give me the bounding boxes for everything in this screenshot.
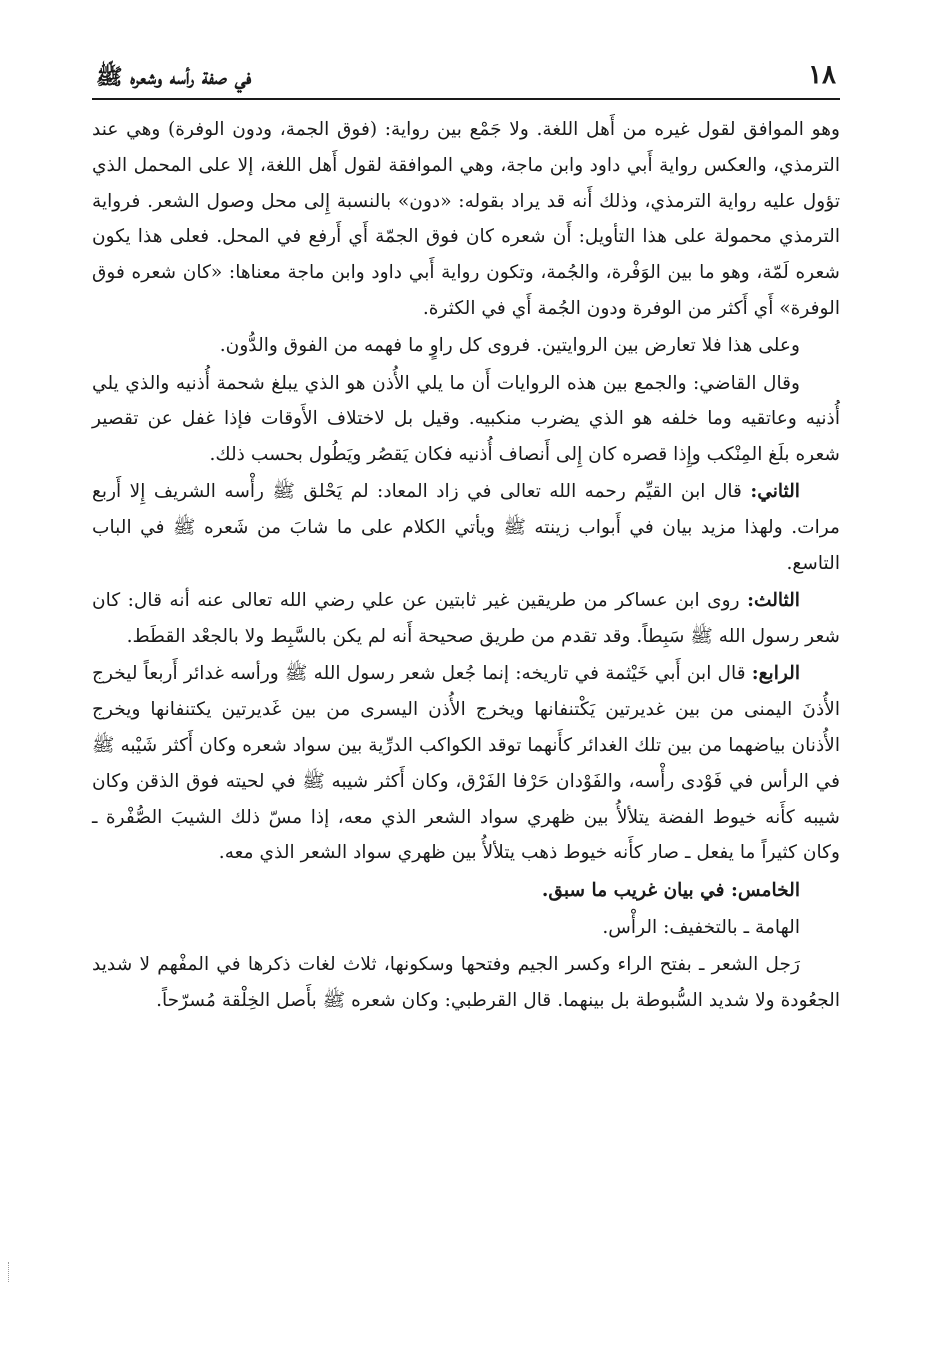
paragraph-lead: الثاني: — [750, 481, 800, 503]
page-header — [92, 52, 840, 88]
paragraph-no-contradiction — [92, 328, 840, 364]
book-page — [92, 52, 840, 1020]
paragraph-text: قال ابن أَبي خَيْثمة في تاريخه: إنما جُعل شعر رسول الله ﷺ ورأسه غدائر أَربعاً ليخرج الأُذنَ اليمنى من بين غديرتين يَكْتنفانها ويخرج الأُذن اليسرى من بين غَديرتين يكتنفانها ويخرج الأُذنان بياضهما من بين تلك الغدائر كأَنهما توقد الكواكب الدرِّية بين سواد شعره وكان أَكثر شَيْبه ﷺ في الرأس في فَوْدى رأْسه، والفَوْدان حَرْفا الفَرْق، وكان أَكثر شيبه ﷺ في لحيته فوق الذقن وكان شيبه كأَنه خيوط الفضة يتلألأُ بين ظهري سواد الشعر الذي معه، إذا مسّ ذلك الشيبَ الصُّفْرة ـ وكان كثيراً ما يفعل ـ صار كأَنه خيوط ذهب يتلألأُ بين ظهري سواد الشعر الذي معه. — [92, 663, 840, 864]
paragraph-text: روى ابن عساكر من طريقين غير ثابتين عن علي رضي الله تعالى عنه أنه قال: كان شعر رسول الله ﷺ سَبِطاً. وقد تقدم من طريق صحيحة أَنه لم يكن بالسَّبِط ولا بالجعْد القطَط. — [92, 590, 840, 648]
paragraph-second — [92, 474, 840, 581]
scan-edge-mark — [8, 1262, 13, 1282]
glossary-entry — [92, 910, 840, 946]
paragraph-lead: الثالث: — [747, 590, 800, 612]
body-text — [92, 112, 840, 1019]
glossary-text: رَجل الشعر ـ بفتح الراء وكسر الجيم وفتحها وسكونها، ثلاث لغات ذكرها في المفْهم لا شديد الجعُودة ولا شديد السُّبوطة بل بينهما. قال القرطبي: وكان شعره ﷺ بأَصل الخِلْقة مُسرّحاً. — [92, 954, 840, 1012]
paragraph-opening — [92, 112, 840, 327]
paragraph-text: وعلى هذا فلا تعارض بين الروايتين. فروى كل راوٍ ما فهمه من الفوق والدُّون. — [219, 335, 800, 357]
paragraph-text: قال ابن القيِّم رحمه الله تعالى في زاد المعاد: لم يَحْلق ﷺ رأْسه الشريف إِلا أَربع مرات. ولهذا مزيد بيان في أَبواب زينته ﷺ ويأتي الكلام على ما شابَ من شَعره ﷺ في الباب التاسع. — [92, 481, 840, 575]
paragraph-lead: الرابع: — [751, 663, 800, 685]
header-rule — [92, 98, 840, 100]
paragraph-fourth — [92, 656, 840, 871]
paragraph-text: وقال القاضي: والجمع بين هذه الروايات أَن ما يلي الأُذن هو الذي يبلغ شحمة أُذنيه والذي يلي أُذنيه وعاتقيه وما خلفه هو الذي يضرب منكبيه. وقيل بل لاختلاف الأَوقات فإذا غفل عن تقصير شعره بلَغ المِنْكب وإِذا قصره كان إِلى أَنصاف أُذنيه فكان يَقصُر ويَطُول بحسب ذلك. — [92, 372, 840, 466]
page-number: ١٨ — [808, 60, 836, 90]
paragraph-third — [92, 583, 840, 655]
paragraph-qadi — [92, 366, 840, 473]
running-title: في صفة رأسه وشعره ﷺ — [96, 64, 252, 90]
glossary-entry — [92, 947, 840, 1019]
paragraph-text: وهو الموافق لقول غيره من أَهل اللغة. ولا جَمْع بين رواية: (فوق الجمة، ودون الوفرة) وهي عند الترمذي، والعكس رواية أَبي داود وابن ماجة، وهي الموافقة لقول أَهل اللغة، إلا على المحمل الذي تؤول عليه رواية الترمذي، وذلك أَنه قد يراد بقوله: «دون» بالنسبة إِلى محل وصول الشعر. فرواية الترمذي محمولة على هذا التأويل: أَن شعره كان فوق الجمّة أَي أَرفع في المحل. فعلى هذا يكون شعره لَمّة، وهو ما بين الوَفْرة، والجُمة، وتكون رواية أَبي داود وابن ماجة معناها: «كان شعره فوق الوفرة» أَي أَكثر من الوفرة ودون الجُمة أَي في الكثرة. — [92, 119, 840, 319]
glossary-text: الهامة ـ بالتخفيف: الرأْس. — [602, 917, 800, 939]
section-heading-fifth: الخامس: في بيان غريب ما سبق. — [541, 879, 800, 901]
